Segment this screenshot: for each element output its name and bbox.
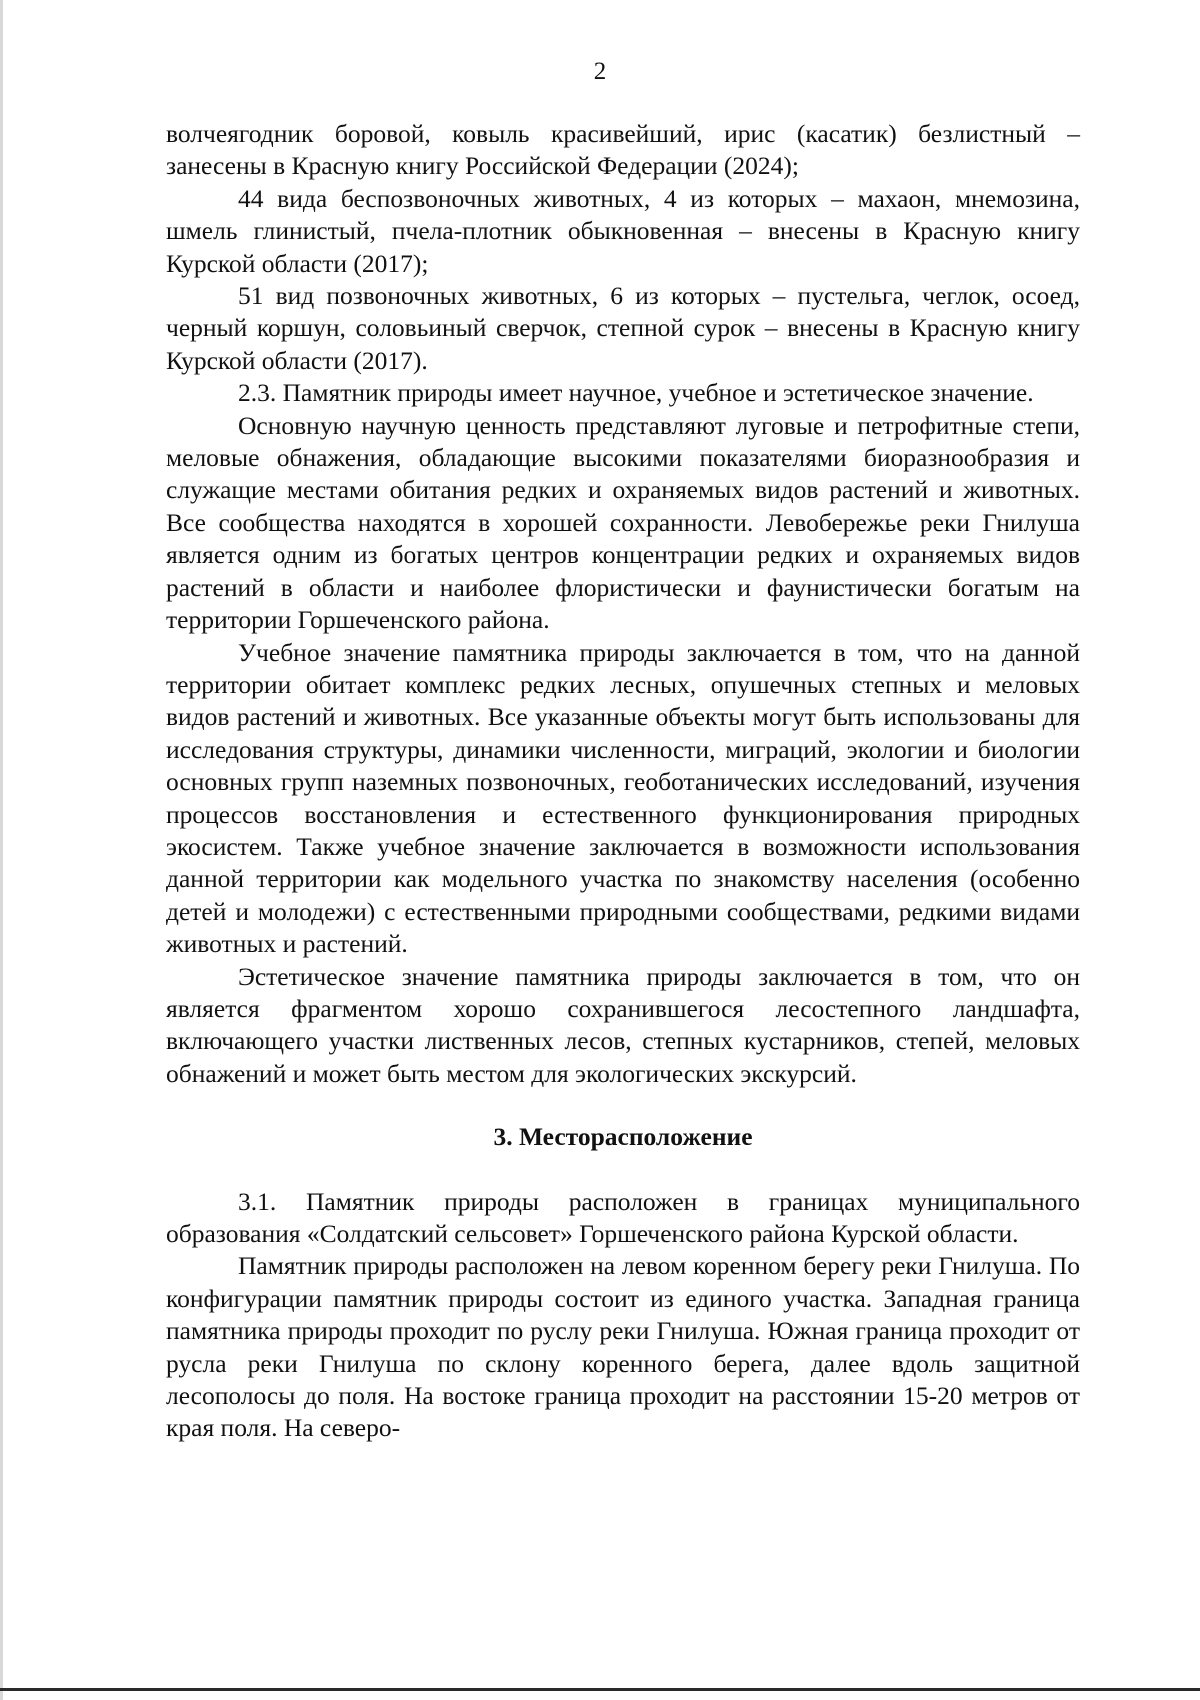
paragraph-scientific-value: Основную научную ценность представляют луговые и петрофитные степи, меловые обнажения, обладающие высокими показателями биоразнообразия и служащие местами обитания редких и охраняемых видов растений и животных. Все сообщества находятся в хорошей сохранности. Левобережье реки Гнилуша является одним из богатых центров концентрации редких и охраняемых видов растений в области и наиболее флористически и фаунистически богатым на территории Горшеченского района. [166, 410, 1080, 635]
paragraph-invertebrates: 44 вида беспозвоночных животных, 4 из которых – махаон, мнемозина, шмель глинистый, пчела-плотник обыкновенная – внесены в Красную книгу Курской области (2017); [166, 183, 1080, 278]
scan-bottom-edge [0, 1688, 1200, 1691]
paragraph-protected-plants: волчеягодник боровой, ковыль красивейший, ирис (касатик) безлистный – занесены в Красную книгу Российской Федерации (2024); [166, 119, 1080, 181]
scan-left-edge [0, 0, 3, 1700]
page-number: 2 [593, 58, 607, 85]
document-body [166, 118, 1080, 1445]
paragraph-location-boundaries: Памятник природы расположен на левом коренном берегу реки Гнилуша. По конфигурации памятник природы состоит из единого участка. Западная граница памятника природы проходит по руслу реки Гнилуша. Южная граница проходит от русла реки Гнилуша по склону коренного берега, далее вдоль защитной лесополосы до поля. На востоке граница проходит на расстоянии 15-20 метров от края поля. На северо- [166, 1251, 1080, 1443]
paragraph-educational-value: Учебное значение памятника природы заключается в том, что на данной территории обитает комплекс редких лесных, опушечных степных и меловых видов растений и животных. Все указанные объекты могут быть использованы для исследования структуры, динамики численности, миграций, экологии и биологии основных групп наземных позвоночных, геоботанических исследований, изучения процессов восстановления и естественного функционирования природных экосистем. Также учебное значение заключается в возможности использования данной территории как модельного участка по знакомству населения (особенно детей и молодежи) с естественными природными сообществами, редкими видами животных и растений. [166, 637, 1080, 959]
paragraph-vertebrates: 51 вид позвоночных животных, 6 из которых – пустельга, чеглок, осоед, черный коршун, соловьиный сверчок, степной сурок – внесены в Красную книгу Курской области (2017). [166, 281, 1080, 375]
paragraph-location-municipality: 3.1. Памятник природы расположен в границах муниципального образования «Солдатский сельсовет» Горшеченского района Курской области. [166, 1186, 1080, 1248]
paragraph-significance: 2.3. Памятник природы имеет научное, учебное и эстетическое значение. [238, 378, 1034, 408]
paragraph-aesthetic-value: Эстетическое значение памятника природы заключается в том, что он является фрагментом хорошо сохранившегося лесостепного ландшафта, включающего участки лиственных лесов, степных кустарников, степей, меловых обнажений и может быть местом для экологических экскурсий. [166, 961, 1080, 1088]
section-heading-location: 3. Месторасположение [493, 1122, 753, 1152]
